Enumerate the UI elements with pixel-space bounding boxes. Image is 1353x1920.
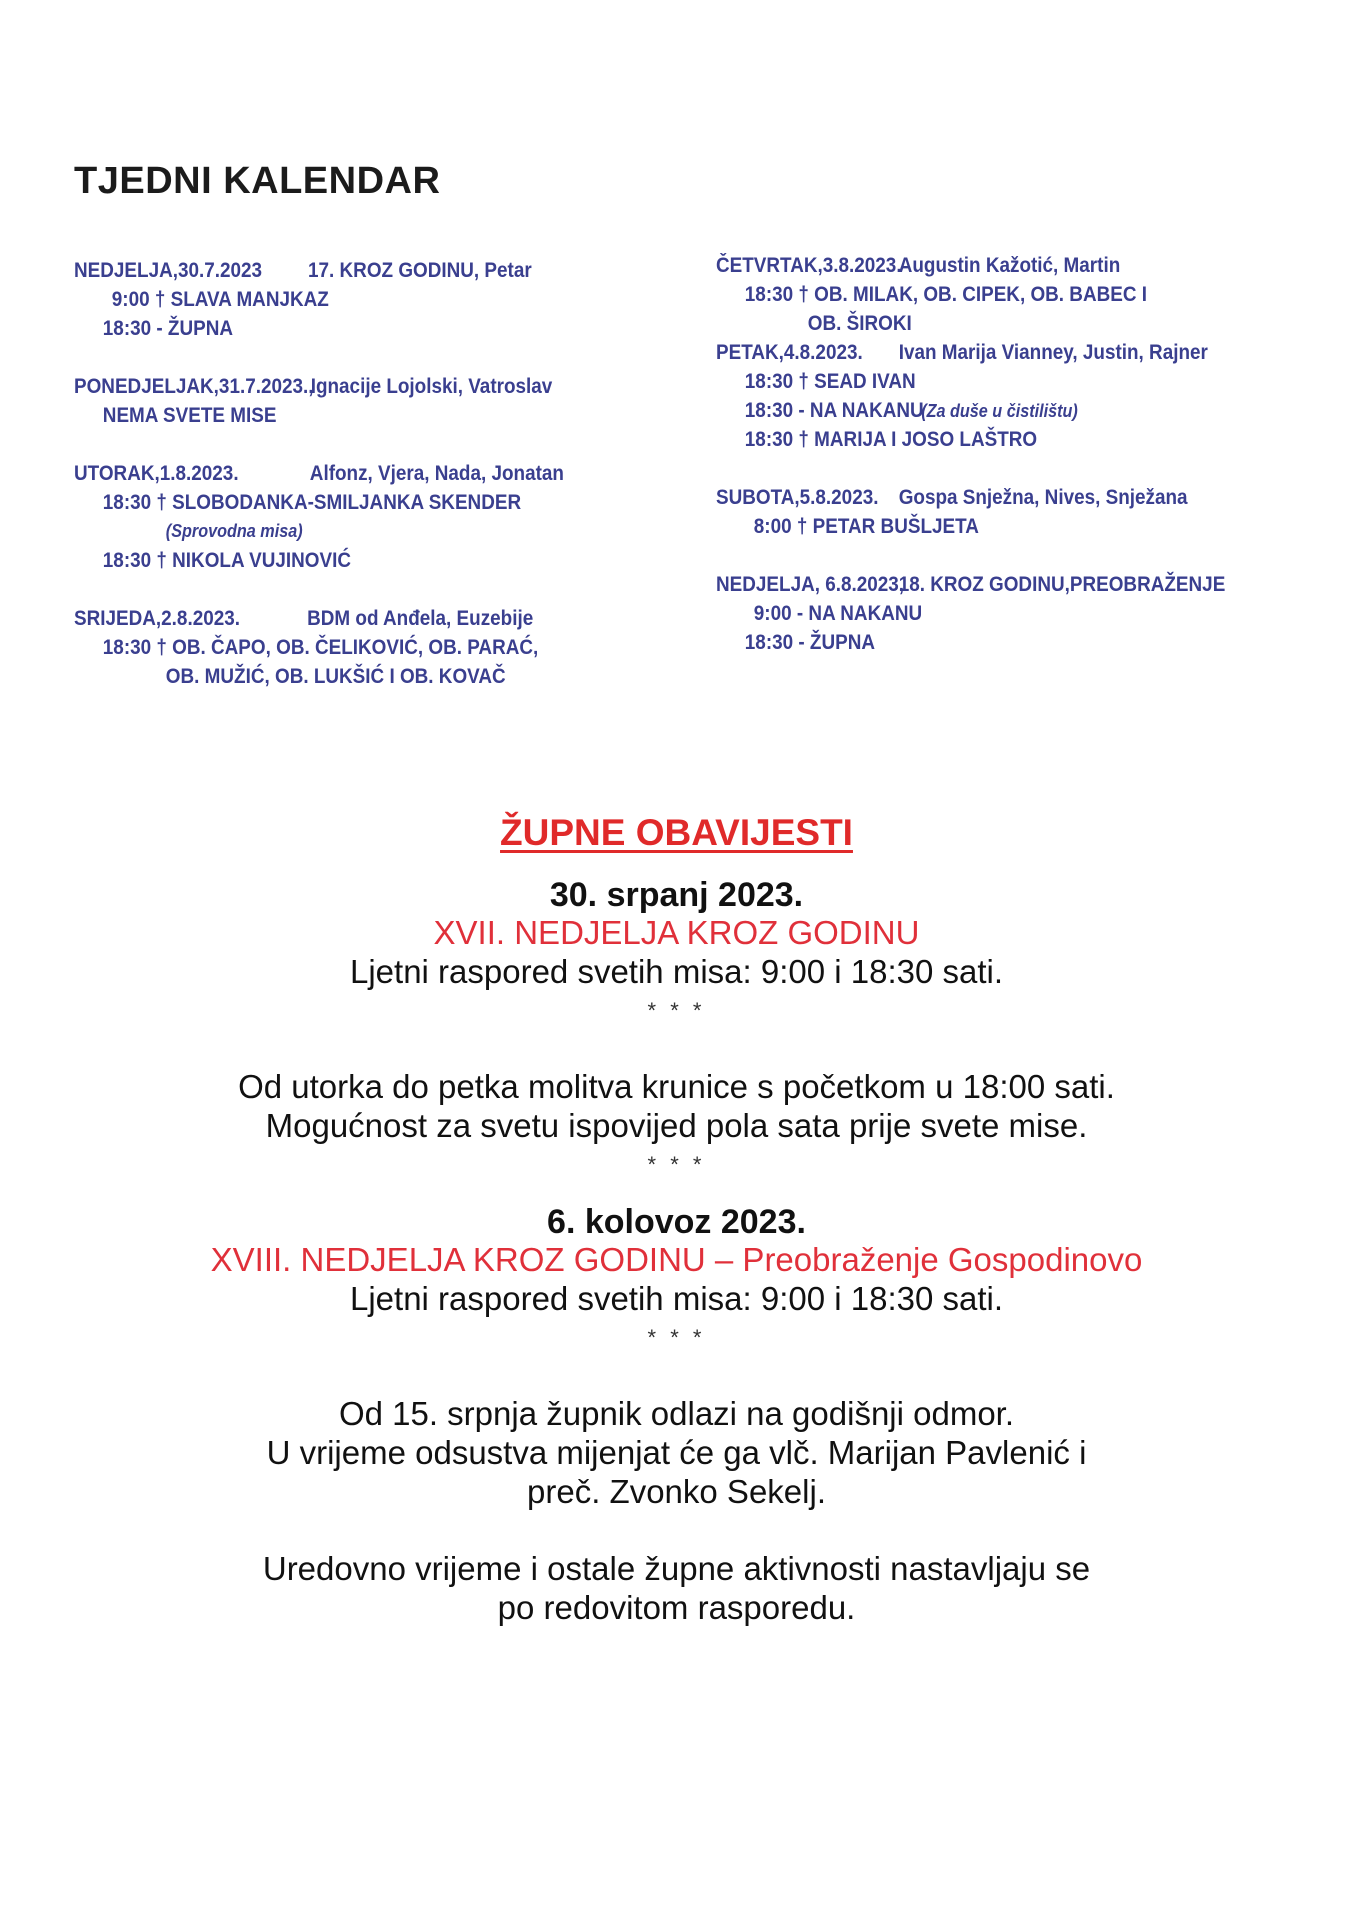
notice-schedule: Ljetni raspored svetih misa: 9:00 i 18:30 sati.: [349, 953, 1004, 990]
calendar-mass-entry: 9:00 † SLAVA MANJKAZ: [111, 288, 329, 311]
calendar-mass-entry: 18:30 - NA NAKANU: [744, 399, 924, 422]
notice-separator: * * *: [647, 1325, 706, 1350]
notice-text: U vrijeme odsustva mijenjat će ga vlč. Marijan Pavlenić i: [266, 1434, 1087, 1471]
calendar-mass-entry: 18:30 † OB. ČAPO, OB. ČELIKOVIĆ, OB. PARAĆ,: [102, 636, 539, 659]
calendar-mass-entry: 18:30 † SLOBODANKA-SMILJANKA SKENDER: [102, 491, 522, 514]
calendar-mass-entry: OB. MUŽIĆ, OB. LUKŠIĆ I OB. KOVAČ: [165, 665, 506, 688]
notice-text: Od utorka do petka molitva krunice s početkom u 18:00 sati.: [238, 1068, 1115, 1105]
calendar-saints: BDM od Anđela, Euzebije: [307, 607, 534, 630]
calendar-mass-entry: OB. ŠIROKI: [807, 312, 912, 335]
calendar-mass-entry: 18:30 † MARIJA I JOSO LAŠTRO: [744, 428, 1038, 451]
calendar-mass-note: (Sprovodna misa): [165, 521, 303, 541]
calendar-day-label: NEDJELJA,30.7.2023: [74, 259, 263, 282]
calendar-saints: Ivan Marija Vianney, Justin, Rajner: [898, 341, 1208, 364]
calendar-day-label: PETAK,4.8.2023.: [716, 341, 863, 364]
calendar-day-label: UTORAK,1.8.2023.: [74, 462, 239, 485]
calendar-day-label: PONEDJELJAK,31.7.2023.,: [74, 375, 314, 398]
calendar-mass-note: (Za duše u čistilištu): [921, 401, 1078, 421]
calendar-saints: Gospa Snježna, Nives, Snježana: [898, 486, 1188, 509]
calendar-mass-entry: 9:00 - NA NAKANU: [753, 602, 923, 625]
notice-feast: XVII. NEDJELJA KROZ GODINU: [433, 914, 920, 951]
notice-date: 30. srpanj 2023.: [549, 876, 804, 914]
calendar-mass-entry: 8:00 † PETAR BUŠLJETA: [753, 515, 979, 538]
calendar-saints: Alfonz, Vjera, Nada, Jonatan: [309, 462, 564, 485]
calendar-day-label: SRIJEDA,2.8.2023.: [74, 607, 240, 630]
calendar-saints: Augustin Kažotić, Martin: [898, 254, 1121, 277]
notice-text: po redovitom rasporedu.: [497, 1589, 856, 1626]
calendar-day-label: NEDJELJA, 6.8.2023,: [716, 573, 905, 596]
calendar-saints: 18. KROZ GODINU,PREOBRAŽENJE: [898, 573, 1226, 596]
notice-date: 6. kolovoz 2023.: [547, 1203, 806, 1241]
calendar-mass-entry: NEMA SVETE MISE: [102, 404, 277, 427]
notice-schedule: Ljetni raspored svetih misa: 9:00 i 18:30 sati.: [349, 1280, 1004, 1317]
calendar-mass-entry: 18:30 - ŽUPNA: [102, 317, 234, 340]
notice-separator: * * *: [647, 998, 706, 1023]
calendar-mass-entry: 18:30 - ŽUPNA: [744, 631, 876, 654]
calendar-saints: 17. KROZ GODINU, Petar: [308, 259, 532, 282]
parish-notices: [0, 812, 1353, 1627]
notice-text: preč. Zvonko Sekelj.: [527, 1473, 826, 1510]
notices-heading: ŽUPNE OBAVIJESTI: [500, 812, 853, 853]
calendar-mass-entry: 18:30 † NIKOLA VUJINOVIĆ: [102, 549, 352, 572]
calendar-day-label: SUBOTA,5.8.2023.: [716, 486, 879, 509]
calendar-mass-entry: 18:30 † SEAD IVAN: [744, 370, 916, 393]
notice-separator: * * *: [647, 1152, 706, 1177]
notice-text: Mogućnost za svetu ispovijed pola sata prije svete mise.: [265, 1107, 1088, 1144]
calendar-mass-entry: 18:30 † OB. MILAK, OB. CIPEK, OB. BABEC I: [744, 283, 1148, 306]
page-title: TJEDNI KALENDAR: [74, 160, 441, 202]
notice-text: Uredovno vrijeme i ostale župne aktivnosti nastavljaju se: [262, 1550, 1091, 1587]
calendar-saints: Ignacije Lojolski, Vatroslav: [310, 375, 553, 398]
calendar-day-label: ČETVRTAK,3.8.2023.: [716, 254, 902, 277]
notice-text: Od 15. srpnja župnik odlazi na godišnji odmor.: [338, 1395, 1015, 1432]
notice-feast: XVIII. NEDJELJA KROZ GODINU – Preobraženje Gospodinovo: [210, 1241, 1143, 1278]
